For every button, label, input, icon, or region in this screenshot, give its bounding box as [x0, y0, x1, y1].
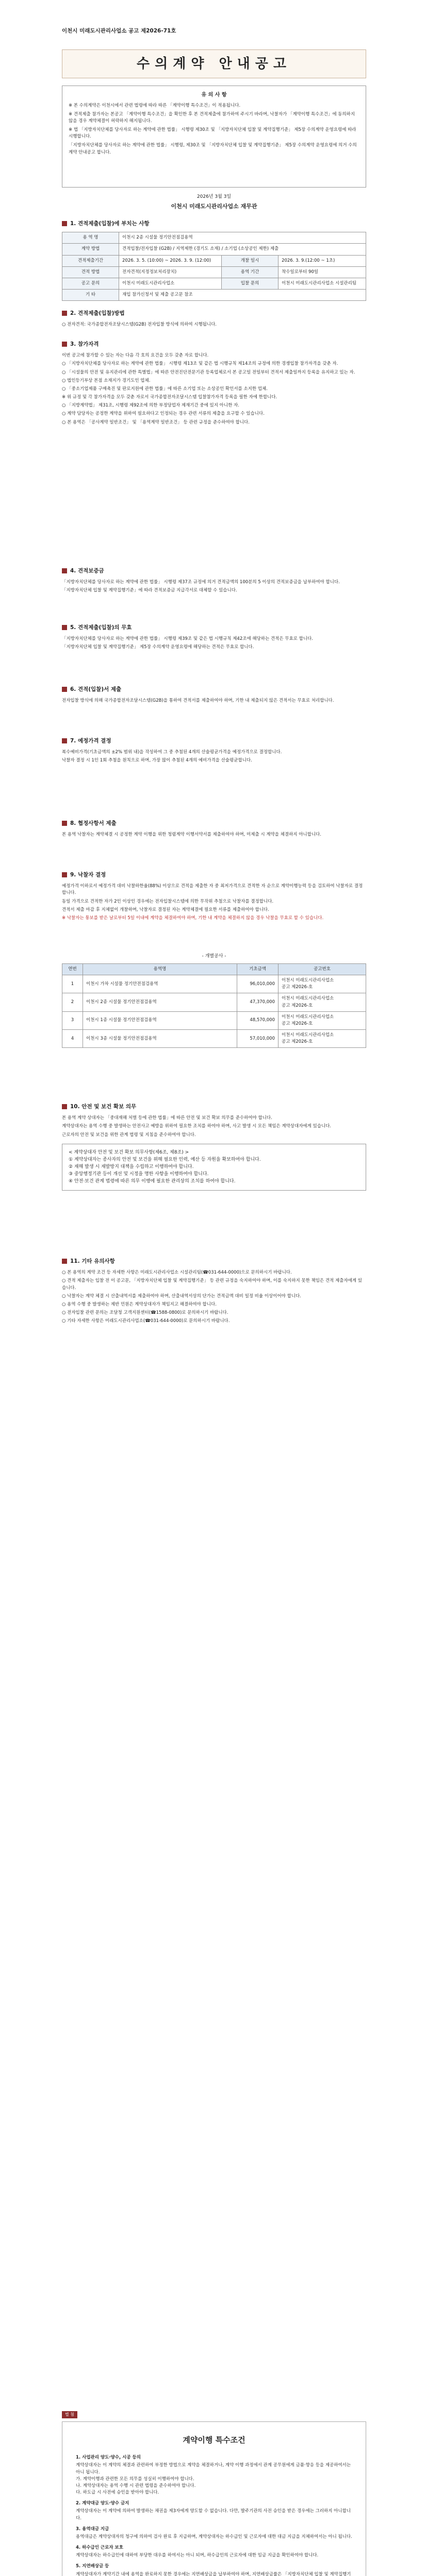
- section-marker-icon: [62, 872, 67, 877]
- value: 전자견적(지정정보처리장치): [119, 266, 222, 278]
- project-table: [62, 963, 366, 1048]
- table-caption: - 개별공사 -: [202, 954, 226, 959]
- label: 계약 방법: [62, 244, 119, 255]
- section-marker-icon: [62, 821, 67, 826]
- date: 2026년 3월 3일: [196, 194, 232, 199]
- notice-number: 이천시 미래도시관리사업소 공고 제2026-71호: [62, 28, 176, 34]
- section-text: 이번 공고에 참가할 수 있는 자는 다음 각 호의 요건을 모두 갖춘 자로 합니다.: [62, 353, 209, 359]
- value: 이천시 미래도시관리사업소 시설관리팀: [278, 278, 366, 289]
- section-text: 예정가격 이하로서 예정가격 대비 낙찰하한율(88%) 이상으로 견적을 제출한 자 중 최저가격으로 견적한 자 순으로 계약이행능력 등을 검토하여 낙찰자로 결정합니다.: [62, 884, 363, 896]
- appendix-box: [62, 2421, 366, 2576]
- section-text: ○ 낙찰자는 계약 체결 시 산출내역서를 제출하여야 하며, 산출내역서상의 단가는 견적금액 대비 일정 비율 이상이어야 합니다.: [62, 1293, 301, 1299]
- appendix-heading: 5. 지연배상금 등: [76, 2564, 109, 2569]
- section-7: 7. 예정가격 결정 복수예비가격(기초금액의 ±2% 범위 내)을 작성하여 그 중 추첨된 4개의 산술평균가격을 예정가격으로 결정합니다. 낙찰자 결정 시 1인 1회 추첨을 원칙으로 하며, 가장 많이 추첨된 4개의 예비가격을 산술평균합니다.: [62, 737, 366, 766]
- section-text: ○ 「지방계약법」 제31조, 시행령 제92조에 의한 부정당업자 제재기간 중에 있지 아니한 자.: [62, 403, 239, 409]
- table-row: 4 이천시 3종 시설물 정기안전점검용역 57,010,000 이천시 미래도시관리사업소 공고 제2026-호: [62, 1030, 366, 1048]
- section-4: 4. 견적보증금 「지방자치단체를 당사자로 하는 계약에 관한 법률」 시행령 제37조 규정에 의거 견적금액의 100분의 5 이상의 견적보증금을 납부하여야 합니다. 「지방자치단체 입찰 및 계약집행기준」에 따라 견적보증금 지급각서로 대체할 수 있습니다.: [62, 567, 366, 596]
- notice-item: 「지방자치단체를 당사자로 하는 계약에 관한 법률」 시행령, 제30조 및 「지방자치단체 입찰 및 계약집행기준」 제5장 수의계약 운영요령에 의거 수의계약 안내공고 합니다.: [69, 143, 357, 155]
- label: 용역 기간: [222, 266, 278, 278]
- section-6: 6. 견적(입찰)서 제출 전자입찰 방식에 의해 국가종합전자조달시스템(G2B)을 통하여 견적서를 제출하여야 하며, 기한 내 제출되지 않은 견적서는 무효로 처리합니다.: [62, 685, 366, 706]
- section-3: 3. 참가자격 이번 공고에 참가할 수 있는 자는 다음 각 호의 요건을 모두 갖춘 자로 합니다. ○ 「지방자치단체를 당사자로 하는 계약에 관한 법률」 시행령 제13조 및 같은 법 시행규칙 제14조의 규정에 의한 경쟁입찰 참가자격을 갖춘 자. ○ 「시설물의 안전 및 유지관리에 관한 특별법」에 따른 안전진단전문기관 등록업체로서 본 공고일 전일부터 견적서 제출일까지 등록을 유지하고 있는 자. ○ 법인등기부상 본점 소재지가 경기도인 업체. ○ 「중소기업제품 구매촉진 및 판로지원에 관한 법률」에 따른 소기업 또는 소상공인 확인서를 소지한 업체. ※ 위 규정 및 각 참가자격을 모두 갖춘 자로서 국가종합전자조달시스템 입찰참가자격 등록을 필한 자에 한합니다. ○ 「지방계약법」 제31조, 시행령 제92조에 의한 부정당업자 제재기간 중에 있지 아니한 자. ○ 계약 담당자는 공정한 계약을 위하여 필요하다고 인정되는 경우 관련 서류의 제출을 요구할 수 있습니다. ○ 본 용역은 「공사계약 일반조건」 및 「용역계약 일반조건」 등 관련 규정을 준수하여야 합니다.: [62, 340, 366, 428]
- label: 공고 문의: [62, 278, 119, 289]
- section-text: 계약상대자는 용역 수행 중 발생하는 안전사고 예방을 위하여 필요한 조치를 하여야 하며, 사고 발생 시 모든 책임은 계약상대자에게 있습니다.: [62, 1124, 332, 1129]
- section-text: ○ 본 용역의 계약 조건 등 자세한 사항은 미래도시관리사업소 시설관리팀(☎031-644-0000)으로 문의하시기 바랍니다.: [62, 1270, 292, 1276]
- section-9: 9. 낙찰자 결정 예정가격 이하로서 예정가격 대비 낙찰하한율(88%) 이상으로 견적을 제출한 자 중 최저가격으로 견적한 자 순으로 계약이행능력 등을 검토하여 낙찰자로 결정합니다. 동일 가격으로 견적한 자가 2인 이상인 경우에는 전자입찰시스템에 의한 무작위 추첨으로 낙찰자를 결정합니다. 견적서 제출 마감 후 지체없이 개찰하며, 낙찰자로 결정된 자는 계약체결에 필요한 서류를 제출하여야 합니다. ※ 낙찰자는 통보를 받은 날로부터 5일 이내에 계약을 체결하여야 하며, 기한 내 계약을 체결하지 않을 경우 낙찰을 무효로 할 수 있습니다.: [62, 871, 366, 923]
- value: 2026. 3. 5. (10:00) ~ 2026. 3. 9. (12:00): [119, 255, 222, 266]
- section-text: ○ 전자견적: 국가종합전자조달시스템(G2B) 전자입찰 방식에 의하여 시행됩니다.: [62, 322, 217, 328]
- table-row: 2 이천시 2종 시설물 정기안전점검용역 47,370,000 이천시 미래도시관리사업소 공고 제2026-호: [62, 993, 366, 1011]
- section-text: ○ 전자입찰 관련 문의는 조달청 고객지원센터(☎1588-0800)로 문의하시기 바랍니다.: [62, 1310, 228, 1316]
- notice-box: [62, 86, 366, 188]
- label: 견적제출기간: [62, 255, 119, 266]
- section-text: 복수예비가격(기초금액의 ±2% 범위 내)을 작성하여 그 중 추첨된 4개의 산술평균가격을 예정가격으로 결정합니다.: [62, 750, 282, 755]
- section-text: 견적서 제출 마감 후 지체없이 개찰하며, 낙찰자로 결정된 자는 계약체결에 필요한 서류를 제출하여야 합니다.: [62, 907, 269, 912]
- section-text: 낙찰자 결정 시 1인 1회 추첨을 원칙으로 하며, 가장 많이 추첨된 4개의 예비가격을 산술평균합니다.: [62, 758, 252, 764]
- appendix-tag: 별 첨: [62, 2411, 77, 2418]
- appendix-heading: 1. 사업관리 양도·양수, 시공 등의: [76, 2455, 141, 2461]
- section-text: ○ 기타 자세한 사항은 미래도시관리사업소(☎031-644-0000)로 문의하시기 바랍니다.: [62, 1318, 230, 1324]
- notice-item: ※ 견적제출 참가자는 본공고 「계약이행 특수조건」을 확인한 후 본 견적제출에 참가하여 주시기 바라며, 낙찰자가 「계약이행 특수조건」에 동의하지 않을 경우 계약체결이 허락하지 해지됩니다.: [69, 111, 355, 124]
- section-text: 본 용역 계약 상대자는 「중대재해 처벌 등에 관한 법률」에 따른 안전 및 보건 확보 의무를 준수하여야 합니다.: [62, 1115, 272, 1121]
- appendix-text: 계약상대자는 이 계약에 의하여 발생하는 채권을 제3자에게 양도할 수 없습니다. 다만, 발주기관의 사전 승인을 받은 경우에는 그러하지 아니합니다.: [76, 2509, 351, 2521]
- section-text: 「지방자치단체를 당사자로 하는 계약에 관한 법률」 시행령 제37조 규정에 의거 견적금액의 100분의 5 이상의 견적보증금을 납부하여야 합니다.: [62, 580, 340, 585]
- section-marker-icon: [62, 342, 67, 347]
- section-heading: 1. 견적제출(입찰)에 부치는 사항: [62, 219, 366, 228]
- section-text: 전자입찰 방식에 의해 국가종합전자조달시스템(G2B)을 통하여 견적서를 제출하여야 하며, 기한 내 제출되지 않은 견적서는 무효로 처리합니다.: [62, 698, 334, 704]
- appendix-heading: 3. 용역대금 지급: [76, 2526, 109, 2532]
- notice-item: ※ 법 「지방자치단체를 당사자로 하는 계약에 관한 법률」 시행령 제30조 및 「지방자치단체 입찰 및 계약집행기준」 제5장 수의계약 운영요령에 따라 시행합니다.: [69, 127, 356, 140]
- section-marker-icon: [62, 1259, 67, 1264]
- notice-item: ※ 본 수의계약은 이천시에서 관련 법령에 따라 따른 「계약이행 특수조건」이 적용됩니다.: [69, 103, 241, 108]
- section-text: ○ 용역 수행 중 발생하는 제반 민원은 계약상대자가 책임지고 해결하여야 합니다.: [62, 1301, 217, 1307]
- section-11: 11. 기타 유의사항 ○ 본 용역의 계약 조건 등 자세한 사항은 미래도시관리사업소 시설관리팀(☎031-644-0000)으로 문의하시기 바랍니다. ○ 견적 제출자는 입찰 전 이 공고문, 「지방자치단체 입찰 및 계약집행기준」 등 관련 규정을 숙지하여야 하며, 이를 숙지하지 못한 책임은 견적 제출자에게 있습니다. ○ 낙찰자는 계약 체결 시 산출내역서를 제출하여야 하며, 산출내역서상의 단가는 견적금액 대비 일정 비율 이상이어야 합니다. ○ 용역 수행 중 발생하는 제반 민원은 계약상대자가 책임지고 해결하여야 합니다. ○ 전자입찰 관련 문의는 조달청 고객지원센터(☎1588-0800)로 문의하시기 바랍니다. ○ 기타 자세한 사항은 미래도시관리사업소(☎031-644-0000)로 문의하시기 바랍니다.: [62, 1257, 366, 1326]
- section-text: 동일 가격으로 견적한 자가 2인 이상인 경우에는 전자입찰시스템에 의한 무작위 추첨으로 낙찰자를 결정합니다.: [62, 899, 274, 904]
- section-text: ○ 계약 담당자는 공정한 계약을 위하여 필요하다고 인정되는 경우 관련 서류의 제출을 요구할 수 있습니다.: [62, 411, 265, 417]
- section-marker-icon: [62, 738, 67, 743]
- table-row: 1 이천시 가차 시설물 정기안전점검용역 96,010,000 이천시 미래도시관리사업소 공고 제2026-호: [62, 975, 366, 993]
- project-table-section: [62, 953, 366, 1048]
- section-text: 본 용역 낙찰자는 계약체결 시 공정한 계약 이행을 위한 청렴계약 이행서약서를 제출하여야 하며, 미제출 시 계약을 체결하지 아니합니다.: [62, 832, 321, 838]
- section-text: ※ 위 규정 및 각 참가자격을 모두 갖춘 자로서 국가종합전자조달시스템 입찰참가자격 등록을 필한 자에 한합니다.: [62, 395, 277, 400]
- section-text: ※ 낙찰자는 통보를 받은 날로부터 5일 이내에 계약을 체결하여야 하며, 기한 내 계약을 체결하지 않을 경우 낙찰을 무효로 할 수 있습니다.: [62, 915, 324, 921]
- issuer: 이천시 미래도시관리사업소 재무관: [171, 203, 257, 210]
- section-text: ○ 법인등기부상 본점 소재지가 경기도인 업체.: [62, 378, 151, 383]
- value: 2026. 3. 9.(12:00 ~ 1초): [278, 255, 366, 266]
- column-header: 용역명: [83, 963, 237, 975]
- label: 입찰 문의: [222, 278, 278, 289]
- appendix-text: 계약상대자가 계약기간 내에 용역을 완료하지 못한 경우에는 지연배상금을 납부하여야 하며, 지연배상금률은 「지방자치단체 입찰 및 계약집행기: [76, 2571, 351, 2576]
- section-marker-icon: [62, 687, 67, 692]
- section-marker-icon: [62, 568, 67, 573]
- value: 이천시 2종 시설물 정기안전점검용역: [119, 232, 366, 244]
- value: 재입 참가신청서 및 제출 공고문 참조: [119, 290, 366, 301]
- section-text: ○ 「지방자치단체를 당사자로 하는 계약에 관한 법률」 시행령 제13조 및 같은 법 시행규칙 제14조의 규정에 의한 경쟁입찰 참가자격을 갖춘 자.: [62, 361, 338, 367]
- column-header: 공고번호: [278, 963, 366, 975]
- label: 기 타: [62, 290, 119, 301]
- label: 개찰 일시: [222, 255, 278, 266]
- appendix-text: 용역대금은 계약상대자의 청구에 의하여 검사 완료 후 지급하며, 계약상대자는 하수급인 및 근로자에 대한 대금 지급을 지체하여서는 아니 됩니다.: [76, 2534, 352, 2539]
- section-text: 「지방자치단체를 당사자로 하는 계약에 관한 법률」 시행령 제39조 및 같은 법 시행규칙 제42조에 해당하는 견적은 무효로 합니다.: [62, 636, 313, 642]
- value: 이천시 미래도시관리사업소: [119, 278, 222, 289]
- section-text: ○ 「중소기업제품 구매촉진 및 판로지원에 관한 법률」에 따른 소기업 또는 소상공인 확인서를 소지한 업체.: [62, 386, 268, 392]
- section-text: ○ 「시설물의 안전 및 유지관리에 관한 특별법」에 따른 안전진단전문기관 등록업체로서 본 공고일 전일부터 견적서 제출일까지 등록을 유지하고 있는 자.: [62, 369, 355, 375]
- section-text: ○ 본 용역은 「공사계약 일반조건」 및 「용역계약 일반조건」 등 관련 규정을 준수하여야 합니다.: [62, 419, 250, 425]
- column-header: 연번: [62, 963, 83, 975]
- appendix-text: 계약상대자는 이 계약의 체결과 관련하여 부정한 방법으로 계약을 체결하거나, 계약 이행 과정에서 관계 공무원에게 금품·향응 등을 제공하여서는 아니 됩니다. 가. 계약이행과 관련한 모든 의무를 성실히 이행하여야 합니다. 나. 계약상대자는 용역 수행 시 관련 법령을 준수하여야 합니다. 다. 하도급 시 사전에 승인을 받아야 합니다.: [76, 2463, 351, 2496]
- section-marker-icon: [62, 221, 67, 226]
- safety-box: < 계약상대자 안전 및 보건 확보 의무사항(제6조, 제8조) > ① 계약상대자는 종사자의 안전 및 보건을 위해 필요한 인력, 예산 등 자원을 확보하여야 합니다. ② 재해 발생 시 재발방지 대책을 수립하고 이행하여야 합니다. ③ 중앙행정기관 등이 개선 및 시정을 명한 사항을 이행하여야 합니다. ④ 안전·보건 관계 법령에 따른 의무 이행에 필요한 관리상의 조치를 하여야 합니다.: [62, 1144, 366, 1191]
- appendix-heading: 2. 계약대금 양도·양수 금지: [76, 2501, 129, 2506]
- section-text: 「지방자치단체 입찰 및 계약집행기준」 제5장 수의계약 운영요령에 해당하는 견적은 무효로 합니다.: [62, 645, 254, 650]
- value: 견적입찰/전자입찰 (G2B) / 지역제한 (경기도 소재) / 소기업 (소상공인 제한) 제출: [119, 244, 366, 255]
- notice-title: 유 의 사 항: [201, 92, 227, 98]
- section-5: 5. 견적제출(입찰)의 무효 「지방자치단체를 당사자로 하는 계약에 관한 법률」 시행령 제39조 및 같은 법 시행규칙 제42조에 해당하는 견적은 무효로 합니다. 「지방자치단체 입찰 및 계약집행기준」 제5장 수의계약 운영요령에 해당하는 견적은 무효로 합니다.: [62, 623, 366, 653]
- column-header: 기초금액: [237, 963, 278, 975]
- document-title: 수의계약 안내공고: [62, 49, 366, 78]
- label: 견적 방법: [62, 266, 119, 278]
- section-marker-icon: [62, 1104, 67, 1109]
- section-2: 2. 견적제출(입찰)방법 ○ 전자견적: 국가종합전자조달시스템(G2B) 전자입찰 방식에 의하여 시행됩니다.: [62, 309, 366, 330]
- section-text: 「지방자치단체 입찰 및 계약집행기준」에 따라 견적보증금 지급각서로 대체할 수 있습니다.: [62, 588, 237, 594]
- section-marker-icon: [62, 625, 67, 630]
- label: 용 역 명: [62, 232, 119, 244]
- appendix-title: 계약이행 특수조건: [183, 2435, 245, 2445]
- section-marker-icon: [62, 311, 67, 316]
- section-text: 근로자의 안전 및 보건을 위한 관계 법령 및 지침을 준수하여야 합니다.: [62, 1132, 196, 1138]
- section-8: 8. 협정사항서 제출 본 용역 낙찰자는 계약체결 시 공정한 계약 이행을 위한 청렴계약 이행서약서를 제출하여야 하며, 미제출 시 계약을 체결하지 아니합니다.: [62, 819, 366, 840]
- table-row: 3 이천시 1종 시설물 정기안전점검용역 48,570,000 이천시 미래도시관리사업소 공고 제2026-호: [62, 1011, 366, 1029]
- section-10: 10. 안전 및 보건 확보 의무 본 용역 계약 상대자는 「중대재해 처벌 등에 관한 법률」에 따른 안전 및 보건 확보 의무를 준수하여야 합니다. 계약상대자는 용역 수행 중 발생하는 안전사고 예방을 위하여 필요한 조치를 하여야 하며, 사고 발생 시 모든 책임은 계약상대자에게 있습니다. 근로자의 안전 및 보건을 위한 관계 법령 및 지침을 준수하여야 합니다. < 계약상대자 안전 및 보건 확보 의무사항(제6조, 제8조) > ① 계약상대자는 종사자의 안전 및 보건을 위해 필요한 인력, 예산 등 자원을 확보하여야 합니다. ② 재해 발생 시 재발방지 대책을 수립하고 이행하여야 합니다. ③ 중앙행정기관 등이 개선 및 시정을 명한 사항을 이행하여야 합니다. ④ 안전·보건 관계 법령에 따른 의무 이행에 필요한 관리상의 조치를 하여야 합니다.: [62, 1103, 366, 1191]
- info-table: [62, 232, 366, 301]
- section-text: ○ 견적 제출자는 입찰 전 이 공고문, 「지방자치단체 입찰 및 계약집행기준」 등 관련 규정을 숙지하여야 하며, 이를 숙지하지 못한 책임은 견적 제출자에게 있습니다.: [62, 1278, 362, 1291]
- value: 착수일로부터 90일: [278, 266, 366, 278]
- appendix-heading: 4. 하수급인 근로자 보호: [76, 2545, 123, 2551]
- appendix-text: 계약상대자는 하수급인에 대하여 부당한 대우를 하여서는 아니 되며, 하수급인의 근로자에 대한 임금 지급을 확인하여야 합니다.: [76, 2553, 319, 2558]
- section-1: [62, 219, 366, 301]
